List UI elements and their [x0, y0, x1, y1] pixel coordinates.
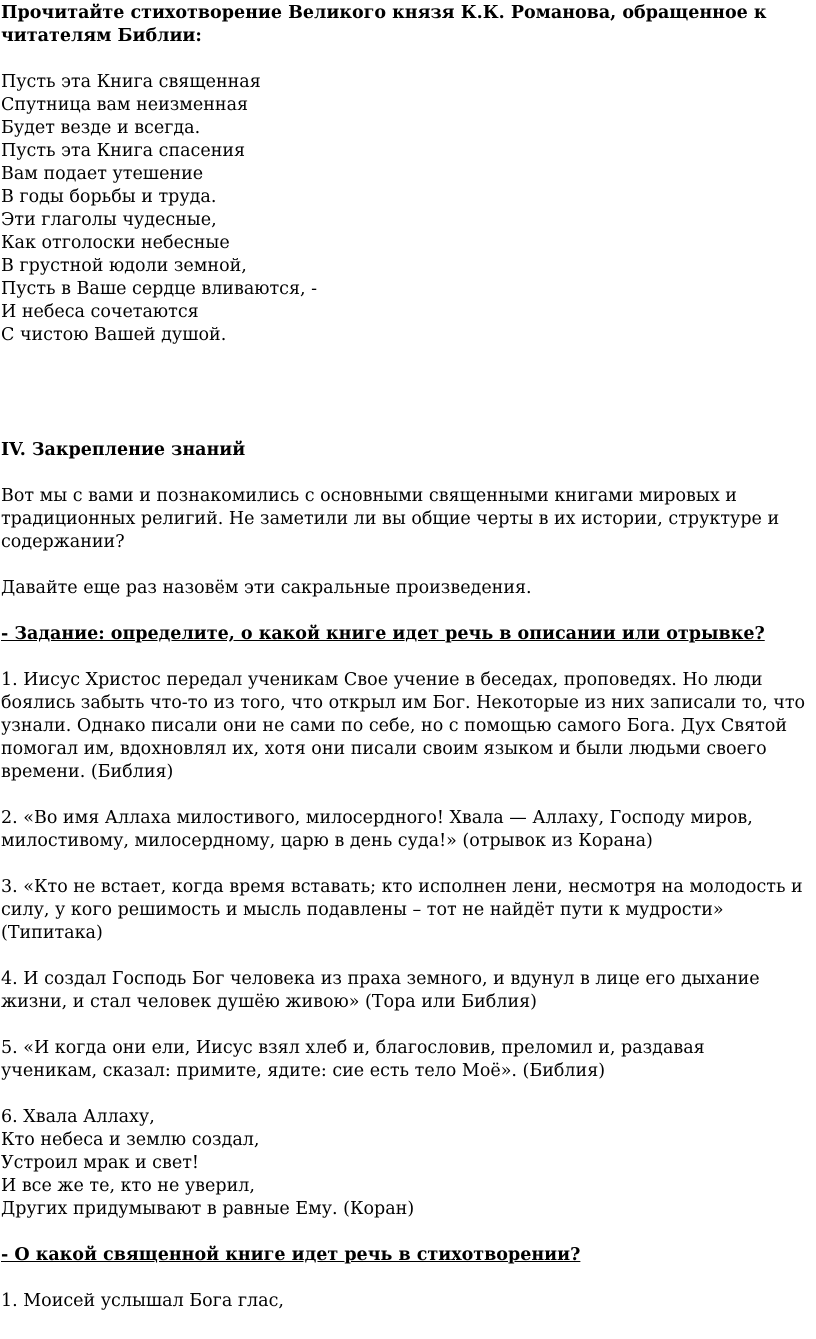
item-6-line: Кто небеса и землю создал,	[1, 1130, 260, 1150]
item-6	[1, 1106, 806, 1221]
poem-line: Пусть эта Книга спасения	[1, 141, 246, 161]
poem-line: Будет везде и всегда.	[1, 118, 201, 138]
poem-line: Как отголоски небесные	[1, 233, 230, 253]
poem-line: Пусть эта Книга священная	[1, 72, 261, 92]
poem-line: Эти глаголы чудесные,	[1, 210, 217, 230]
intro-heading: Прочитайте стихотворение Великого князя К.К. Романова, обращенное к читателям Библии:	[1, 3, 767, 46]
poem-line: В грустной юдоли земной,	[1, 256, 247, 276]
item-6-line: 6. Хвала Аллаху,	[1, 1107, 155, 1127]
poem-line: Вам подает утешение	[1, 164, 204, 184]
name-paragraph: Давайте еще раз назовём эти сакральные произведения.	[1, 578, 532, 598]
poem-line: В годы борьбы и труда.	[1, 187, 217, 207]
item-6-line: Устроил мрак и свет!	[1, 1153, 199, 1173]
section-heading: IV. Закрепление знаний	[1, 440, 246, 460]
poem	[1, 71, 806, 347]
task-heading-1: - Задание: определите, о какой книге идет речь в описании или отрывке?	[1, 624, 765, 644]
poem-line: Пусть в Ваше сердце вливаются, -	[1, 279, 318, 299]
item-1: 1. Иисус Христос передал ученикам Свое учение в беседах, проповедях. Но люди боялись забыть что-то из того, что открыл им Бог. Некоторые из них записали то, что узнали. Однако писали они не сами по себе, но с помощью самого Бога. Дух Святой помогал им, вдохновлял их, хотя они писали своим языком и были людьми своего времени. (Библия)	[1, 670, 806, 782]
poem-line: С чистою Вашей душой.	[1, 325, 227, 345]
item-3: 3. «Кто не встает, когда время вставать; кто исполнен лени, несмотря на молодость и силу, у кого решимость и мысль подавлены – тот не найдёт пути к мудрости» (Типитака)	[1, 877, 803, 943]
task-heading-2: - О какой священной книге идет речь в стихотворении?	[1, 1245, 581, 1265]
last-line: 1. Моисей услышал Бога глас,	[1, 1291, 284, 1311]
item-4: 4. И создал Господь Бог человека из праха земного, и вдунул в лице его дыхание жизни, и стал человек душёю живою» (Тора или Библия)	[1, 969, 760, 1012]
item-5: 5. «И когда они ели, Иисус взял хлеб и, благословив, преломил и, раздавая ученикам, сказал: примите, ядите: сие есть тело Моё». (Библия)	[1, 1038, 705, 1081]
item-2: 2. «Во имя Аллаха милостивого, милосердного! Хвала — Аллаху, Господу миров, милостивому, милосердному, царю в день суда!» (отрывок из Корана)	[1, 808, 753, 851]
poem-line: И небеса сочетаются	[1, 302, 199, 322]
item-6-line: И все же те, кто не уверил,	[1, 1176, 255, 1196]
item-6-line: Других придумывают в равные Ему. (Коран)	[1, 1199, 415, 1219]
poem-line: Спутница вам неизменная	[1, 95, 249, 115]
intro-paragraph: Вот мы с вами и познакомились с основными священными книгами мировых и традиционных религий. Не заметили ли вы общие черты в их истории, структуре и содержании?	[1, 486, 780, 552]
